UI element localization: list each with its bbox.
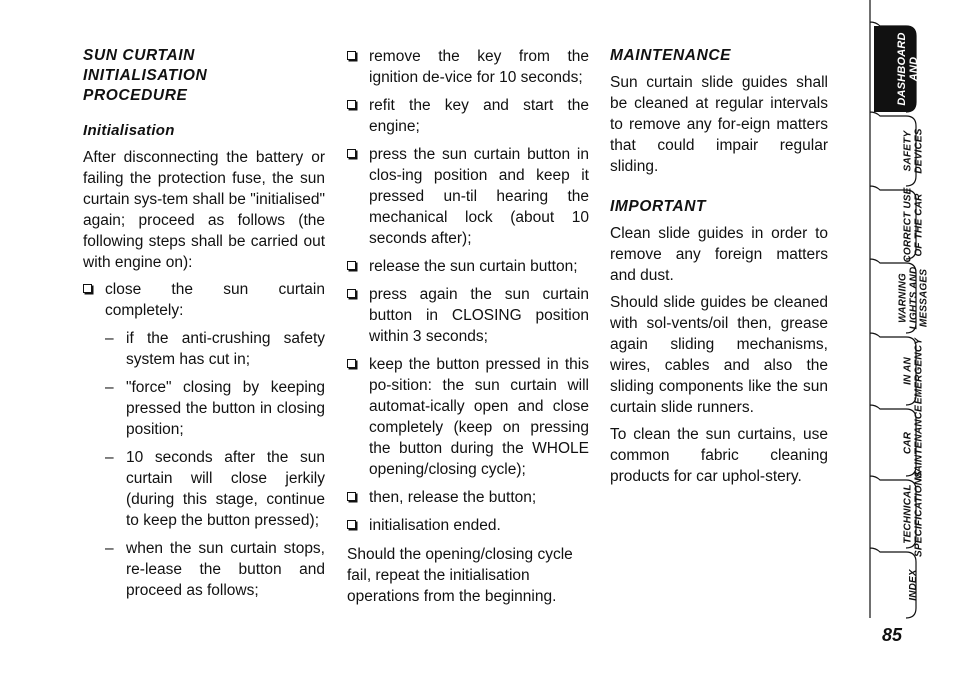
list-item-text: keep the button pressed in this po-sition: the sun curtain will automat-ically open and close completely (keep on pressing the button during the WHOLE opening/closing cycle);: [369, 356, 589, 478]
tab-correct-use[interactable]: [868, 187, 924, 262]
list-item-text: press again the sun curtain button in CLOSING position within 3 seconds;: [369, 286, 589, 345]
checkbox-bullet-icon: [347, 51, 356, 60]
list-item: [347, 46, 589, 88]
list-item-text: press the sun curtain button in clos-ing position and keep it pressed un-til hearing the mechanical lock (about 10 seconds after);: [369, 146, 589, 247]
list-item-text: remove the key from the ignition de-vice for 10 seconds;: [369, 48, 589, 86]
important-paragraph: Clean slide guides in order to remove any foreign matters and dust.: [610, 225, 828, 284]
tab-warning-lights[interactable]: [868, 263, 930, 333]
checkbox-bullet-icon: [347, 261, 356, 270]
list-item: [347, 256, 589, 277]
checkbox-bullet-icon: [347, 359, 356, 368]
tab-technical-specifications[interactable]: [868, 471, 924, 557]
list-item: [347, 144, 589, 249]
dash-mark: –: [105, 379, 114, 396]
list-item: [83, 279, 325, 321]
list-item-text: initialisation ended.: [369, 517, 501, 534]
list-item: [347, 487, 589, 508]
cleaning-paragraph: To clean the sun curtains, use common fabric cleaning products for car uphol-stery.: [610, 426, 828, 485]
chapter-index-sidebar: [868, 0, 960, 692]
column-left: [83, 46, 325, 608]
tab-car-maintenance[interactable]: [868, 404, 924, 481]
list-item: [347, 354, 589, 480]
intro-paragraph: After disconnecting the battery or failing the protection fuse, the sun curtain sys-tem shall be "initialised" again; proceed as follows (the following steps shall be carried out with engine on):: [83, 149, 325, 271]
tab-label: TECHNICAL SPECIFICATIONS: [902, 471, 924, 557]
tab-label: WARNING LIGHTS AND MESSAGES: [897, 266, 930, 330]
list-item-text: close the sun curtain completely:: [105, 281, 325, 319]
dash-item: [83, 328, 325, 370]
tab-label: CAR MAINTENANCE: [902, 404, 924, 481]
subheading-initialisation: Initialisation: [83, 122, 175, 139]
heading-line: SUN CURTAIN: [83, 47, 195, 64]
tab-label: DASHBOARD AND CONTROLS: [895, 32, 931, 106]
tab-label: IN AN EMERGENCY: [902, 337, 924, 405]
tab-safety-devices[interactable]: [868, 116, 924, 186]
list-item: [347, 515, 589, 536]
list-item-text: then, release the button;: [369, 489, 537, 506]
dash-item-text: when the sun curtain stops, re-lease the button and proceed as follows;: [126, 540, 325, 599]
list-item: [347, 284, 589, 347]
dash-mark: –: [105, 449, 114, 466]
page-number: 85: [881, 625, 903, 645]
tab-dashboard-and-controls[interactable]: [868, 26, 931, 112]
dash-item-text: 10 seconds after the sun curtain will close jerkily (during this stage, continue to keep the button pressed);: [126, 449, 325, 529]
dash-item: [83, 447, 325, 531]
maintenance-heading: MAINTENANCE: [610, 47, 732, 64]
heading-line: PROCEDURE: [83, 87, 188, 104]
list-item-text: refit the key and start the engine;: [369, 97, 589, 135]
section-heading: [83, 46, 325, 106]
dash-item-text: if the anti-crushing safety system has cut in;: [126, 330, 325, 368]
heading-line: INITIALISATION: [83, 67, 208, 84]
list-item-text: release the sun curtain button;: [369, 258, 578, 275]
closing-paragraph: Should the opening/closing cycle fail, repeat the initialisation operations from the beginning.: [347, 546, 573, 605]
maintenance-paragraph: Sun curtain slide guides shall be cleaned at regular intervals to remove any for-eign matters that could impair regular sliding.: [610, 74, 828, 175]
dash-item: [83, 377, 325, 440]
solvents-paragraph: Should slide guides be cleaned with sol-vents/oil then, grease again sliding mechanisms, wires, cables and also the sliding components like the sun curtain slide runners.: [610, 294, 828, 416]
checkbox-bullet-icon: [347, 492, 356, 501]
tab-label: CORRECT USE OF THE CAR: [902, 187, 924, 262]
tab-label: INDEX: [907, 569, 919, 601]
tab-index[interactable]: [868, 552, 919, 618]
tab-label: SAFETY DEVICES: [902, 128, 924, 174]
checkbox-bullet-icon: [347, 520, 356, 529]
checkbox-bullet-icon: [347, 289, 356, 298]
checkbox-bullet-icon: [83, 284, 92, 293]
important-heading: IMPORTANT: [610, 198, 707, 215]
checkbox-bullet-icon: [347, 149, 356, 158]
checkbox-bullet-icon: [347, 100, 356, 109]
dash-item-text: "force" closing by keeping pressed the button in closing position;: [126, 379, 325, 438]
column-middle: [347, 46, 589, 613]
dash-mark: –: [105, 540, 114, 557]
dash-mark: –: [105, 330, 114, 347]
dash-item: [83, 538, 325, 601]
tab-in-an-emergency[interactable]: [868, 337, 924, 405]
column-right: [610, 46, 828, 493]
list-item: [347, 95, 589, 137]
